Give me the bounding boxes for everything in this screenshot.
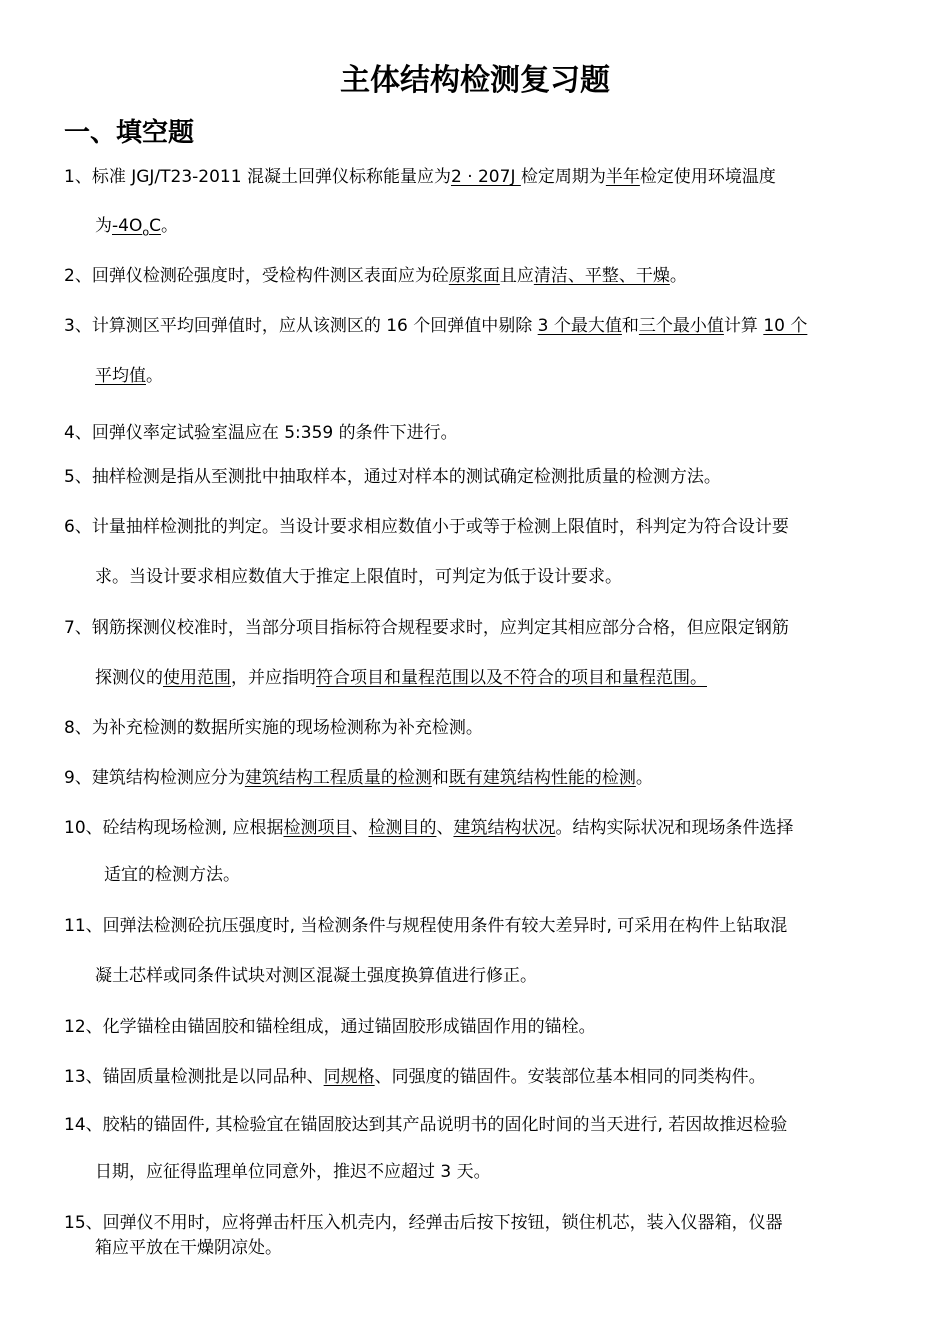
q1-text: 为: [95, 216, 112, 236]
q13-text: 、同强度的锚固件。安装部位基本相同的同类构件。: [374, 1067, 766, 1087]
q10-text: 10、砼结构现场检测, 应根据: [64, 818, 284, 838]
q2-text: 2、回弹仪检测砼强度时，受检构件测区表面应为砼: [64, 266, 449, 286]
q3-answer-count: 10 个: [763, 316, 808, 336]
question-1-line-2: [95, 216, 178, 242]
question-15-line-2: 箱应平放在干燥阴凉处。: [95, 1238, 282, 1258]
question-4: 4、回弹仪率定试验室温应在 5:359 的条件下进行。: [64, 423, 458, 443]
question-11-line-1: 11、回弹法检测砼抗压强度时, 当检测条件与规程使用条件有较大差异时, 可采用在构件上钻取混: [64, 916, 788, 936]
q10-text: 。结构实际状况和现场条件选择: [555, 818, 794, 838]
q2-answer-surface: 原浆面: [448, 266, 500, 286]
q3-text: 3、计算测区平均回弹值时，应从该测区的 16 个回弹值中剔除: [64, 316, 538, 336]
q9-answer-performance: 既有建筑结构性能的检测: [448, 768, 636, 788]
question-1-line-1: [64, 167, 776, 187]
q9-text: 9、建筑结构检测应分为: [64, 768, 245, 788]
q13-answer-spec: 同规格: [323, 1067, 375, 1087]
q1-temp-value: -4O: [112, 216, 143, 236]
q1-temp-unit: C: [149, 216, 161, 236]
question-13: [64, 1067, 766, 1087]
section-heading: 一、填空题: [64, 118, 195, 148]
q9-answer-quality: 建筑结构工程质量的检测: [244, 768, 432, 788]
q10-answer-purpose: 检测目的: [368, 818, 437, 838]
q10-answer-item: 检测项目: [283, 818, 352, 838]
q3-text: 计算: [723, 316, 764, 336]
q3-text: 。: [146, 366, 163, 386]
question-7-line-2: [95, 668, 707, 688]
q13-text: 13、锚固质量检测批是以同品种、: [64, 1067, 324, 1087]
q7-text: 探测仪的: [95, 668, 163, 688]
question-15-line-1: 15、回弹仪不用时，应将弹击杆压入机壳内，经弹击后按下按钮，锁住机芯，装入仪器箱，仪器: [64, 1213, 783, 1233]
q7-answer-range: 使用范围: [163, 668, 231, 688]
question-12: 12、化学锚栓由锚固胶和锚栓组成，通过锚固胶形成锚固作用的锚栓。: [64, 1017, 596, 1037]
q3-answer-max: 3 个最大值: [537, 316, 622, 336]
q9-text: 和: [431, 768, 449, 788]
page-title: 主体结构检测复习题: [340, 63, 610, 98]
q2-text: 且应: [499, 266, 534, 286]
question-5: 5、抽样检测是指从至测批中抽取样本，通过对样本的测试确定检测批质量的检测方法。: [64, 467, 721, 487]
question-10-line-2: 适宜的检测方法。: [104, 865, 240, 885]
q3-answer-average: 平均值: [95, 366, 146, 386]
q10-answer-status: 建筑结构状况: [453, 818, 556, 838]
question-6-line-2: 求。当设计要求相应数值大于推定上限值时，可判定为低于设计要求。: [95, 567, 622, 587]
q10-text: 、: [436, 818, 454, 838]
question-14-line-1: 14、胶粘的锚固件, 其检验宜在锚固胶达到其产品说明书的固化时间的当天进行, 若因故推迟检验: [64, 1115, 788, 1135]
q1-text: 检定使用环境温度: [639, 167, 776, 187]
question-3-line-2: [95, 366, 163, 386]
question-10-line-1: [64, 818, 793, 838]
q3-answer-min: 三个最小值: [638, 316, 724, 336]
question-8: 8、为补充检测的数据所实施的现场检测称为补充检测。: [64, 718, 483, 738]
q1-answer-period: 半年: [605, 167, 640, 187]
q7-answer-items: 符合项目和量程范围以及不符合的项目和量程范围。: [316, 668, 707, 688]
q2-answer-condition: 清洁、平整、干燥: [533, 266, 670, 286]
question-9: [64, 768, 653, 788]
question-11-line-2: 凝土芯样或同条件试块对测区混凝土强度换算值进行修正。: [95, 966, 537, 986]
q9-text: 。: [635, 768, 653, 788]
question-14-line-2: 日期，应征得监理单位同意外，推迟不应超过 3 天。: [95, 1162, 491, 1182]
question-7-line-1: 7、钢筋探测仪校准时，当部分项目指标符合规程要求时，应判定其相应部分合格，但应限定钢筋: [64, 618, 789, 638]
q7-text: ，并应指明: [231, 668, 316, 688]
q10-text: 、: [351, 818, 369, 838]
question-3-line-1: [64, 316, 807, 336]
q1-answer-temperature: [112, 216, 161, 239]
q1-text: 。: [160, 216, 178, 236]
q1-text: 1、标准 JGJ/T23-2011 混凝土回弹仪标称能量应为: [64, 167, 451, 187]
q1-temp-degree: o: [142, 225, 150, 239]
q1-answer-energy: 2 · 207J: [450, 167, 521, 187]
q1-text: 检定周期为: [520, 167, 606, 187]
question-6-line-1: 6、计量抽样检测批的判定。当设计要求相应数值小于或等于检测上限值时，科判定为符合设计要: [64, 517, 789, 537]
q3-text: 和: [621, 316, 639, 336]
question-2: [64, 266, 687, 286]
q2-text: 。: [669, 266, 687, 286]
